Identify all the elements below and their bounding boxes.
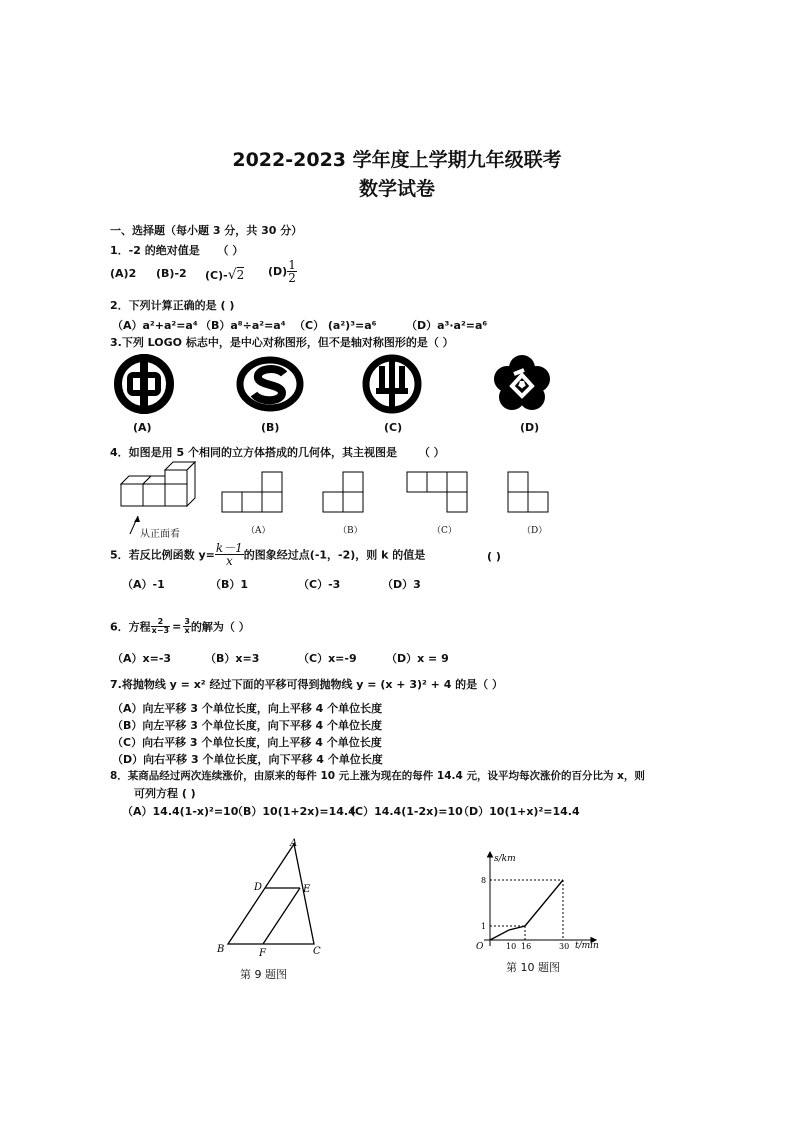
q4-stem bbox=[110, 444, 445, 460]
fig10-xtick-16: 16 bbox=[521, 942, 532, 950]
q6-stem bbox=[110, 618, 250, 635]
q8-stem-line2: 可列方程 ( ) bbox=[134, 787, 196, 800]
fig10-graph bbox=[466, 846, 606, 950]
q1-option-d bbox=[268, 259, 297, 284]
point-b-label: B bbox=[217, 944, 225, 955]
point-a-label: A bbox=[290, 838, 298, 849]
q6-frac1-num: 2 bbox=[151, 618, 170, 627]
fig10-ytick-8: 8 bbox=[481, 876, 487, 885]
q1-option-d-label: (D) bbox=[268, 265, 288, 278]
fig10-xlabel: t/min bbox=[575, 941, 599, 950]
fig10-ylabel: s/km bbox=[494, 854, 516, 864]
q5-option-a: （A）-1 bbox=[122, 578, 165, 591]
q8-option-a: （A）14.4(1-x)²=10 bbox=[122, 805, 239, 818]
front-view-label: 从正面看 bbox=[140, 529, 180, 540]
q2-stem: 2．下列计算正确的是 ( ) bbox=[110, 299, 235, 312]
q8-option-c: （C）14.4(1-2x)=10 bbox=[344, 805, 463, 818]
q4-paren: （ ） bbox=[418, 446, 445, 459]
fig9-caption: 第 9 题图 bbox=[240, 968, 287, 981]
q1-option-a: (A)2 bbox=[110, 267, 137, 280]
q7-option-b: （B）向左平移 3 个单位长度，向下平移 4 个单位长度 bbox=[112, 719, 383, 732]
q5-fraction-den: x bbox=[225, 554, 233, 568]
q6-option-d: （D）x = 9 bbox=[386, 652, 449, 665]
q1-option-b: (B)-2 bbox=[156, 267, 187, 280]
q6-equals: = bbox=[172, 620, 182, 633]
q6-stem-pre: 6．方程 bbox=[110, 620, 151, 634]
fig9-triangle bbox=[208, 834, 338, 964]
q6-frac1-den: x−3 bbox=[151, 626, 170, 635]
q3-label-c: (C) bbox=[384, 421, 403, 434]
view-a-figure bbox=[222, 472, 282, 512]
segment-ef bbox=[263, 888, 300, 944]
q3-label-b: (B) bbox=[261, 421, 280, 434]
q3-stem: 3.下列 LOGO 标志中，是中心对称图形，但不是轴对称图形的是（ ） bbox=[110, 336, 454, 349]
q5-paren: ( ) bbox=[487, 550, 501, 563]
fig10-xtick-10: 10 bbox=[506, 942, 517, 950]
q4-stem-text: 4．如图是用 5 个相同的立方体搭成的几何体，其主视图是 bbox=[110, 446, 397, 459]
q2-option-a: （A）a²+a²=a⁴ bbox=[112, 319, 198, 332]
q4-label-b: （B） bbox=[338, 526, 363, 536]
q5-option-b: （B）1 bbox=[210, 578, 249, 591]
q1-option-c: (C)-√2 bbox=[205, 267, 245, 283]
logo-b-icon bbox=[240, 360, 300, 408]
q7-option-c: （C）向右平移 3 个单位长度，向上平移 4 个单位长度 bbox=[112, 736, 382, 749]
fig10-ytick-1: 1 bbox=[481, 922, 487, 931]
q5-stem-post: 的图象经过点(-1，-2)，则 k 的值是 bbox=[243, 548, 426, 562]
q8-option-b: （B）10(1+2x)=14.4 bbox=[232, 805, 356, 818]
q4-label-c: （C） bbox=[432, 526, 457, 536]
fig10-xtick-30: 30 bbox=[559, 942, 570, 950]
point-d-label: D bbox=[254, 882, 263, 893]
q1-option-d-num: 1 bbox=[288, 258, 296, 272]
q4-label-d: （D） bbox=[522, 526, 548, 536]
q1-option-d-den: 2 bbox=[288, 271, 296, 285]
q2-option-b: （B）a⁸÷a²=a⁴ bbox=[200, 319, 286, 332]
solid-figure bbox=[121, 462, 195, 506]
exam-title: 2022-2023 学年度上学期九年级联考 bbox=[232, 149, 562, 171]
q6-stem-post: 的解为（ ） bbox=[190, 620, 250, 634]
q8-stem: 8．某商品经过两次连续涨价，由原来的每件 10 元上涨为现在的每件 14.4 元，设平均每次涨价的百分比为 x，则 bbox=[110, 770, 645, 782]
q5-option-c: （C）-3 bbox=[298, 578, 341, 591]
q5-option-d: （D）3 bbox=[382, 578, 421, 591]
q6-option-a: （A）x=-3 bbox=[112, 652, 172, 665]
q6-frac2-num: 3 bbox=[184, 617, 190, 626]
point-f-label: F bbox=[259, 948, 266, 959]
section-heading: 一、选择题（每小题 3 分，共 30 分） bbox=[110, 224, 303, 237]
q3-label-a: (A) bbox=[133, 421, 152, 434]
q5-fraction-num: k－1 bbox=[215, 541, 243, 555]
q3-label-d: (D) bbox=[520, 421, 540, 434]
triangle-abc bbox=[228, 844, 314, 944]
q1-stem bbox=[110, 242, 243, 258]
logo-a-icon bbox=[118, 354, 170, 414]
view-c-figure bbox=[407, 472, 467, 512]
q8-option-d: （D）10(1+x)²=14.4 bbox=[458, 805, 580, 818]
q1-paren: （ ） bbox=[217, 244, 244, 257]
q1-stem-text: 1．-2 的绝对值是 bbox=[110, 244, 200, 257]
q1-option-c-label: (C)- bbox=[205, 269, 228, 282]
logo-d-icon bbox=[494, 355, 550, 410]
distance-line bbox=[490, 880, 563, 940]
q2-option-c: （C） (a²)³=a⁶ bbox=[294, 319, 377, 332]
q7-option-d: （D）向右平移 3 个单位长度，向下平移 4 个单位长度 bbox=[112, 753, 383, 766]
q5-stem bbox=[110, 542, 425, 567]
q7-stem: 7.将抛物线 y = x² 经过下面的平移可得到抛物线 y = (x + 3)² + 4 的是（ ） bbox=[110, 678, 504, 691]
q1-option-c-radicand: 2 bbox=[236, 268, 245, 282]
q6-frac2-den: x bbox=[184, 626, 190, 635]
view-d-figure bbox=[508, 472, 548, 512]
point-c-label: C bbox=[313, 946, 321, 957]
exam-subtitle: 数学试卷 bbox=[358, 178, 435, 200]
front-arrow-head bbox=[134, 516, 140, 522]
logo-c-icon bbox=[366, 358, 418, 410]
view-b-figure bbox=[323, 472, 363, 512]
q3-logos bbox=[110, 350, 570, 440]
q6-option-c: （C）x=-9 bbox=[298, 652, 357, 665]
y-axis-arrow bbox=[488, 852, 493, 857]
point-e-label: E bbox=[303, 884, 311, 895]
q4-label-a: （A） bbox=[246, 526, 271, 536]
q5-stem-pre: 5．若反比例函数 y= bbox=[110, 548, 215, 562]
fig10-caption: 第 10 题图 bbox=[506, 961, 560, 974]
q6-option-b: （B）x=3 bbox=[205, 652, 260, 665]
q2-option-d: （D）a³·a²=a⁶ bbox=[406, 319, 488, 332]
fig10-origin: O bbox=[476, 942, 484, 950]
q7-option-a: （A）向左平移 3 个单位长度，向上平移 4 个单位长度 bbox=[112, 702, 383, 715]
